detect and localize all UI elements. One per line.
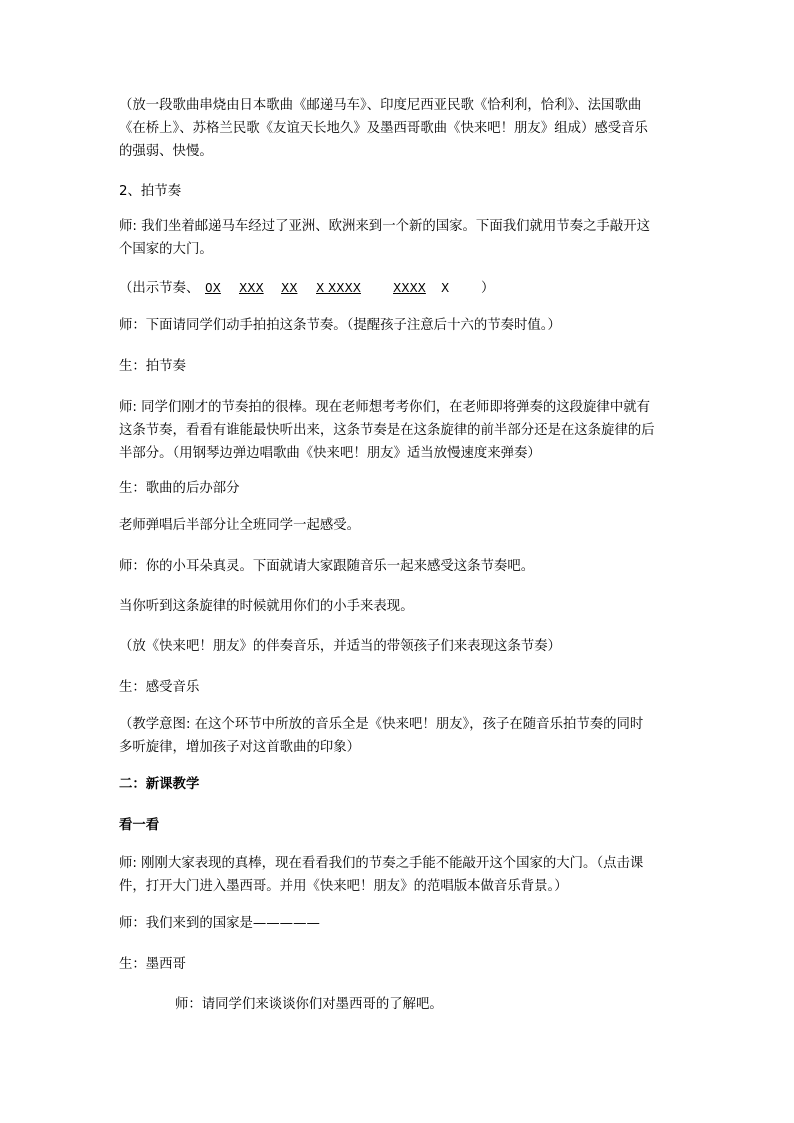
text-line: 的强弱、快慢。 xyxy=(119,144,213,159)
paragraph-teacher-intro xyxy=(119,215,679,261)
text-line: 多听旋律，增加孩子对这首歌曲的印象） xyxy=(119,740,361,755)
section-heading-new-lesson: 二：新课教学 xyxy=(119,777,200,792)
rhythm-group-1: 0X xyxy=(205,281,221,295)
paragraph-teacher-praise: 师：你的小耳朵真灵。下面就请大家跟随音乐一起来感受这条节奏吧。 xyxy=(119,559,535,574)
text-line: （放一段歌曲串烧由日本歌曲《邮递马车》、印度尼西亚民歌《恰利利，恰利》、法国歌曲 xyxy=(119,98,642,113)
paragraph-country-question: 师：我们来到的国家是————— xyxy=(119,916,320,931)
text-line: 师: 我们坐着邮递马车经过了亚洲、欧洲来到一个新的国家。下面我们就用节奏之手敲开这 xyxy=(119,219,650,234)
paragraph-teaching-intent xyxy=(119,713,679,759)
text-line: 件，打开大门进入墨西哥。并用《快来吧！朋友》的范唱版本做音乐背景。） xyxy=(119,879,568,894)
text-line: 师: 刚刚大家表现的真棒，现在看看我们的节奏之手能不能敲开这个国家的大门。（点击课 xyxy=(119,856,644,871)
text-line: 师: 同学们刚才的节奏拍的很棒。现在老师想考考你们，在老师即将弹奏的这段旋律中就有 xyxy=(119,400,650,415)
text-line: 这条节奏，看看有谁能最快听出来，这条节奏是在这条旋律的前半部分还是在这条旋律的后 xyxy=(119,423,655,438)
paragraph-student-answer: 生：歌曲的后办部分 xyxy=(119,481,240,496)
rhythm-close-text: ） xyxy=(481,281,495,296)
paragraph-play-accompaniment: （放《快来吧！朋友》的伴奏音乐，并适当的带领孩子们来表现这条节奏） xyxy=(119,639,561,654)
text-line: 《在桥上》、苏格兰民歌《友谊天长地久》及墨西哥歌曲《快来吧！朋友》组成）感受音乐 xyxy=(119,121,648,136)
paragraph-student-feel-music: 生：感受音乐 xyxy=(119,680,200,695)
rhythm-group-3: XX xyxy=(281,281,298,295)
paragraph-student-claps: 生：拍节奏 xyxy=(119,359,186,374)
section-heading-rhythm: 2、拍节奏 xyxy=(119,184,182,199)
paragraph-discuss-mexico: 师：请同学们来谈谈你们对墨西哥的了解吧。 xyxy=(175,997,443,1012)
rhythm-group-4: X XXXX xyxy=(316,281,361,295)
paragraph-clap-rhythm: 师：下面请同学们动手拍拍这条节奏。（提醒孩子注意后十六的节奏时值。） xyxy=(119,318,561,333)
paragraph-student-mexico: 生：墨西哥 xyxy=(119,957,186,972)
text-line: 个国家的大门。 xyxy=(119,242,213,257)
paragraph-hands-expression: 当你听到这条旋律的时候就用你们的小手来表现。 xyxy=(119,599,414,614)
rhythm-open-text: （出示节奏、 xyxy=(119,281,200,296)
rhythm-group-6: X xyxy=(441,281,450,295)
text-line: （教学意图: 在这个环节中所放的音乐全是《快来吧！朋友》，孩子在随音乐拍节奏的同时 xyxy=(119,717,644,732)
section-heading-look: 看一看 xyxy=(119,818,160,833)
paragraph-teacher-sings: 老师弹唱后半部分让全班同学一起感受。 xyxy=(119,518,361,533)
rhythm-notation-line xyxy=(119,277,679,300)
rhythm-group-2: XXX xyxy=(239,281,264,295)
paragraph-open-door xyxy=(119,852,679,898)
rhythm-group-5: XXXX xyxy=(393,281,426,295)
paragraph-teacher-quiz xyxy=(119,396,679,465)
paragraph-song-medley xyxy=(119,94,679,163)
text-line: 半部分。（用钢琴边弹边唱歌曲《快来吧！朋友》适当放慢速度来弹奏） xyxy=(119,446,541,461)
